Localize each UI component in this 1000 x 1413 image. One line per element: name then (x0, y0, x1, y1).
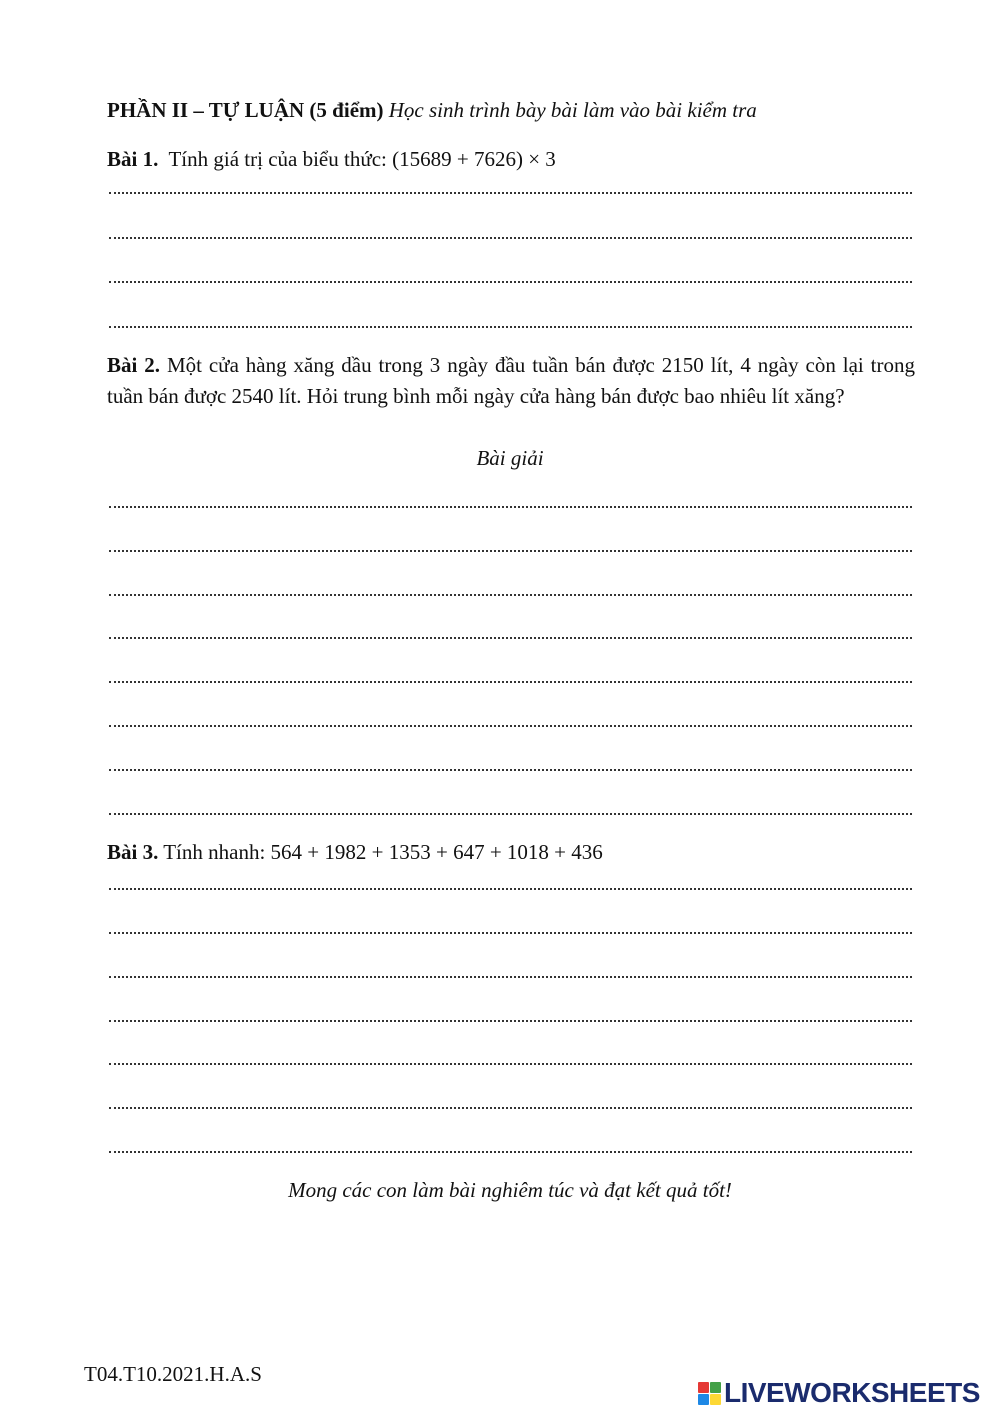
answer-line[interactable] (109, 594, 912, 596)
exercise-2 (107, 350, 915, 412)
answer-line[interactable] (109, 192, 912, 194)
document-code: T04.T10.2021.H.A.S (84, 1362, 262, 1386)
exercise-1-text: Tính giá trị của biểu thức: (15689 + 7626) × 3 (168, 147, 556, 171)
answer-line[interactable] (109, 813, 912, 815)
answer-line[interactable] (109, 1020, 912, 1022)
answer-line[interactable] (109, 1151, 912, 1153)
closing-message: Mong các con làm bài nghiêm túc và đạt kết quả tốt! (288, 1178, 732, 1202)
answer-line[interactable] (109, 237, 912, 239)
section-title: PHẦN II – TỰ LUẬN (5 điểm) (107, 98, 384, 122)
solution-heading: Bài giải (476, 446, 544, 470)
exercise-3-text: Tính nhanh: 564 + 1982 + 1353 + 647 + 1018 + 436 (163, 840, 603, 864)
answer-line[interactable] (109, 1063, 912, 1065)
answer-line[interactable] (109, 326, 912, 328)
logo-block (698, 1382, 709, 1393)
logo-block (710, 1382, 721, 1393)
answer-line[interactable] (109, 550, 912, 552)
answer-line[interactable] (109, 888, 912, 890)
answer-line[interactable] (109, 725, 912, 727)
liveworksheets-logo[interactable] (698, 1378, 980, 1408)
exercise-2-text: Một cửa hàng xăng dầu trong 3 ngày đầu tuần bán được 2150 lít, 4 ngày còn lại trong tuần bán được 2540 lít. Hỏi trung bình mỗi ngày cửa hàng bán được bao nhiêu lít xăng? (107, 353, 915, 408)
logo-block (698, 1394, 709, 1405)
answer-line[interactable] (109, 932, 912, 934)
exercise-3 (107, 839, 603, 865)
blocks-icon (698, 1382, 721, 1405)
logo-text: LIVEWORKSHEETS (724, 1377, 980, 1408)
answer-line[interactable] (109, 1107, 912, 1109)
exercise-1 (107, 146, 556, 172)
section-header (107, 97, 757, 123)
answer-line[interactable] (109, 681, 912, 683)
answer-line[interactable] (109, 637, 912, 639)
exercise-1-label: Bài 1. (107, 147, 159, 171)
answer-line[interactable] (109, 769, 912, 771)
answer-line[interactable] (109, 506, 912, 508)
exercise-3-label: Bài 3. (107, 840, 159, 864)
answer-line[interactable] (109, 976, 912, 978)
section-instruction: Học sinh trình bày bài làm vào bài kiểm tra (388, 98, 757, 122)
logo-block (710, 1394, 721, 1405)
answer-line[interactable] (109, 281, 912, 283)
exercise-2-label: Bài 2. (107, 353, 161, 377)
